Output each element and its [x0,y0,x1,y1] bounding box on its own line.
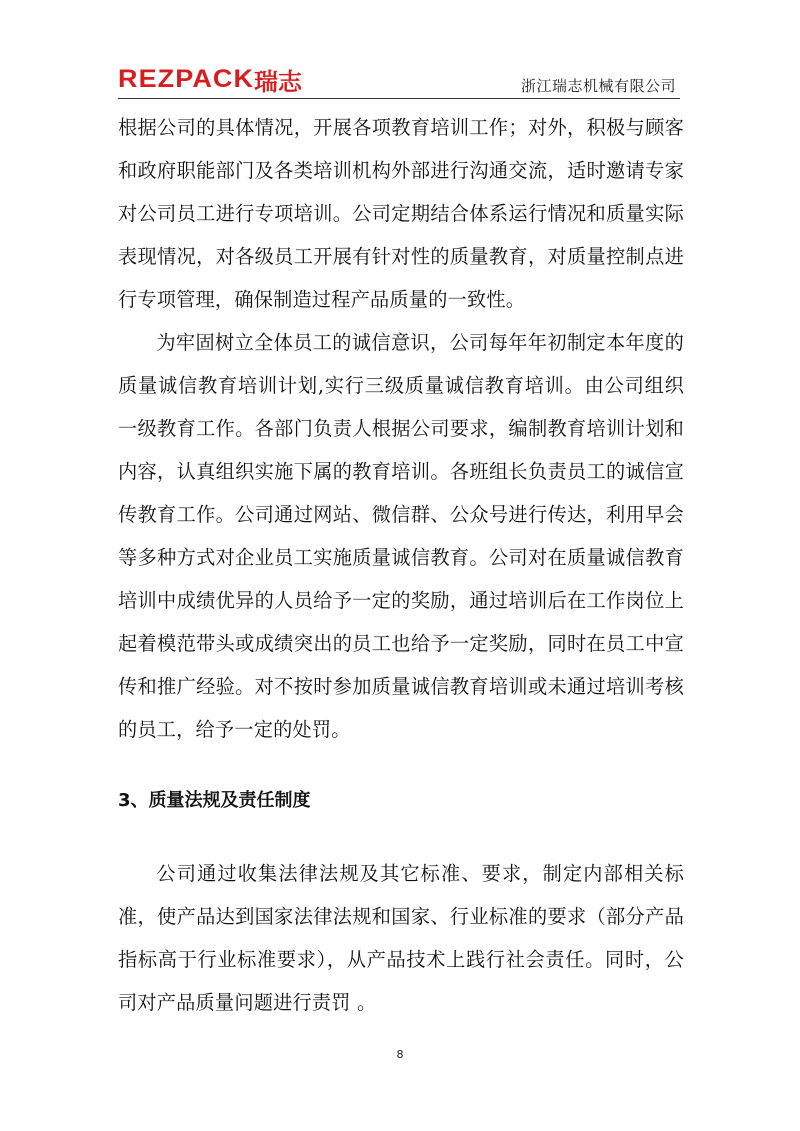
logo-chinese-text: 瑞志 [253,67,302,96]
paragraph-regulations: 公司通过收集法律法规及其它标准、要求，制定内部相关标准，使产品达到国家法律法规和国家、行业标准的要求（部分产品指标高于行业标准要求），从产品技术上践行社会责任。同时，公司对产品质量问题进行责罚 。 [118,862,684,1014]
section-heading: 3、质量法规及责任制度 [118,790,311,811]
paragraph-integrity-training: 为牢固树立全体员工的诚信意识，公司每年年初制定本年度的质量诚信教育培训计划,实行三级质量诚信教育培训。由公司组织一级教育工作。各部门负责人根据公司要求，编制教育培训计划和内容，认真组织实施下属的教育培训。各班组长负责员工的诚信宣传教育工作。公司通过网站、微信群、公众号进行传达，利用早会等多种方式对企业员工实施质量诚信教育。公司对在质量诚信教育培训中成绩优异的人员给予一定的奖励，通过培训后在工作岗位上起着模范带头或成绩突出的员工也给予一定奖励，同时在员工中宣传和推广经验。对不按时参加质量诚信教育培训或未通过培训考核的员工，给予一定的处罚。 [118,331,684,741]
document-body [118,106,684,1024]
paragraph-continuation: 根据公司的具体情况，开展各项教育培训工作；对外，积极与顾客和政府职能部门及各类培训机构外部进行沟通交流，适时邀请专家对公司员工进行专项培训。公司定期结合体系运行情况和质量实际表现情况，对各级员工开展有针对性的质量教育，对质量控制点进行专项管理，确保制造过程产品质量的一致性。 [118,116,684,311]
page-header [118,62,680,100]
company-logo [118,64,302,94]
company-name: 浙江瑞志机械有限公司 [520,77,676,95]
header-divider [118,98,680,99]
page-number: 8 [396,1048,404,1061]
logo-latin-text: REZPACK [118,64,255,93]
